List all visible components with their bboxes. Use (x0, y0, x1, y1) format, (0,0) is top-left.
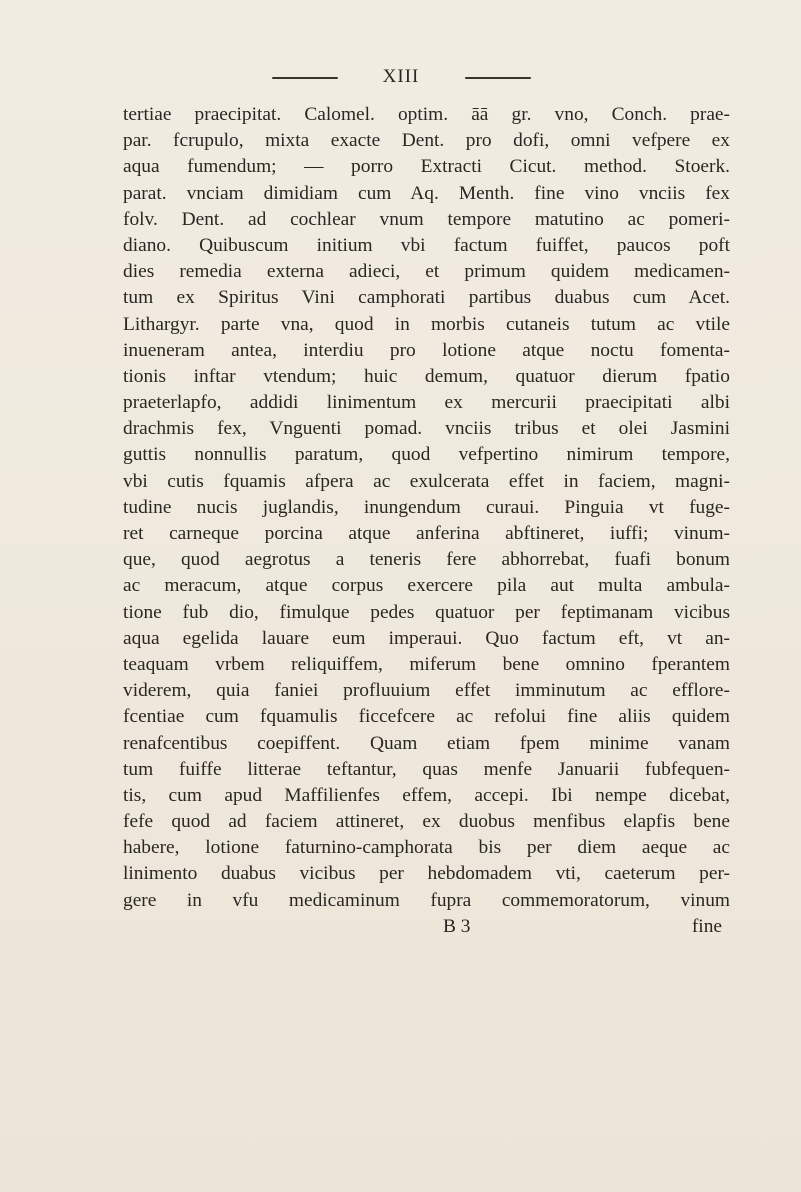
text-line: que, quod aegrotus a teneris fere abhorrebat, fuafi bonum (123, 549, 730, 571)
signature-mark: B 3 (443, 915, 471, 937)
text-line: tionis inftar vtendum; huic demum, quatuor dierum fpatio (123, 365, 730, 387)
text-line: vbi cutis fquamis afpera ac exulcerata effet in faciem, magni- (123, 470, 730, 492)
text-line: gere in vfu medicaminum fupra commemoratorum, vinum (123, 889, 730, 911)
text-line: tudine nucis juglandis, inungendum curaui. Pinguia vt fuge- (123, 496, 730, 518)
text-line: fcentiae cum fquamulis ficcefcere ac refolui fine aliis quidem (123, 706, 730, 728)
text-line: ret carneque porcina atque anferina abftineret, iuffi; vinum- (123, 523, 730, 544)
text-line: drachmis fex, Vnguenti pomad. vnciis tribus et olei Jasmini (123, 418, 730, 440)
text-line: viderem, quia faniei profluuium effet imminutum ac efflore- (123, 680, 730, 702)
text-line: habere, lotione faturnino-camphorata bis per diem aeque ac (123, 837, 730, 859)
text-line: tertiae praecipitat. Calomel. optim. āā gr. vno, Conch. prae- (123, 104, 730, 125)
text-line: parat. vnciam dimidiam cum Aq. Menth. fine vino vnciis fex (123, 182, 730, 204)
text-line: inueneram antea, interdiu pro lotione atque noctu fomenta- (123, 339, 730, 361)
text-line: ac meracum, atque corpus exercere pila aut multa ambula- (123, 575, 730, 597)
header-rule-right (465, 77, 531, 79)
header-rule-left (272, 77, 338, 79)
text-line: par. fcrupulo, mixta exacte Dent. pro dofi, omni vefpere ex (123, 130, 730, 152)
page-number: XIII (382, 66, 420, 87)
text-line: tis, cum apud Maffilienfes effem, accepi. Ibi nempe dicebat, (123, 784, 730, 806)
text-line: teaquam vrbem reliquiffem, miferum bene omnino fperantem (123, 653, 730, 675)
text-line: tum ex Spiritus Vini camphorati partibus duabus cum Acet. (123, 287, 730, 309)
text-line: diano. Quibuscum initium vbi factum fuiffet, paucos poft (123, 234, 730, 256)
text-line: dies remedia externa adieci, et primum quidem medicamen- (123, 261, 730, 283)
text-line: renafcentibus coepiffent. Quam etiam fpem minime vanam (123, 732, 730, 754)
text-line: folv. Dent. ad cochlear vnum tempore matutino ac pomeri- (123, 208, 730, 230)
text-line: fefe quod ad faciem attineret, ex duobus menfibus elapfis bene (123, 811, 730, 833)
page-header (0, 66, 801, 90)
text-line: linimento duabus vicibus per hebdomadem vti, caeterum per- (123, 863, 730, 885)
text-line: aqua fumendum; — porro Extracti Cicut. method. Stoerk. (123, 156, 730, 178)
text-line: tione fub dio, fimulque pedes quatuor per feptimanam vicibus (123, 601, 730, 623)
text-line: aqua egelida lauare eum imperaui. Quo factum eft, vt an- (123, 627, 730, 649)
text-line: tum fuiffe litterae teftantur, quas menfe Januarii fubfequen- (123, 758, 730, 780)
text-line: praeterlapfo, addidi linimentum ex mercurii praecipitati albi (123, 392, 730, 414)
catchword: fine (691, 915, 722, 937)
page-footer (123, 914, 730, 940)
body-text (123, 102, 730, 940)
text-line: Lithargyr. parte vna, quod in morbis cutaneis tutum ac vtile (123, 313, 730, 335)
text-line: guttis nonnullis paratum, quod vefpertino nimirum tempore, (123, 444, 730, 466)
